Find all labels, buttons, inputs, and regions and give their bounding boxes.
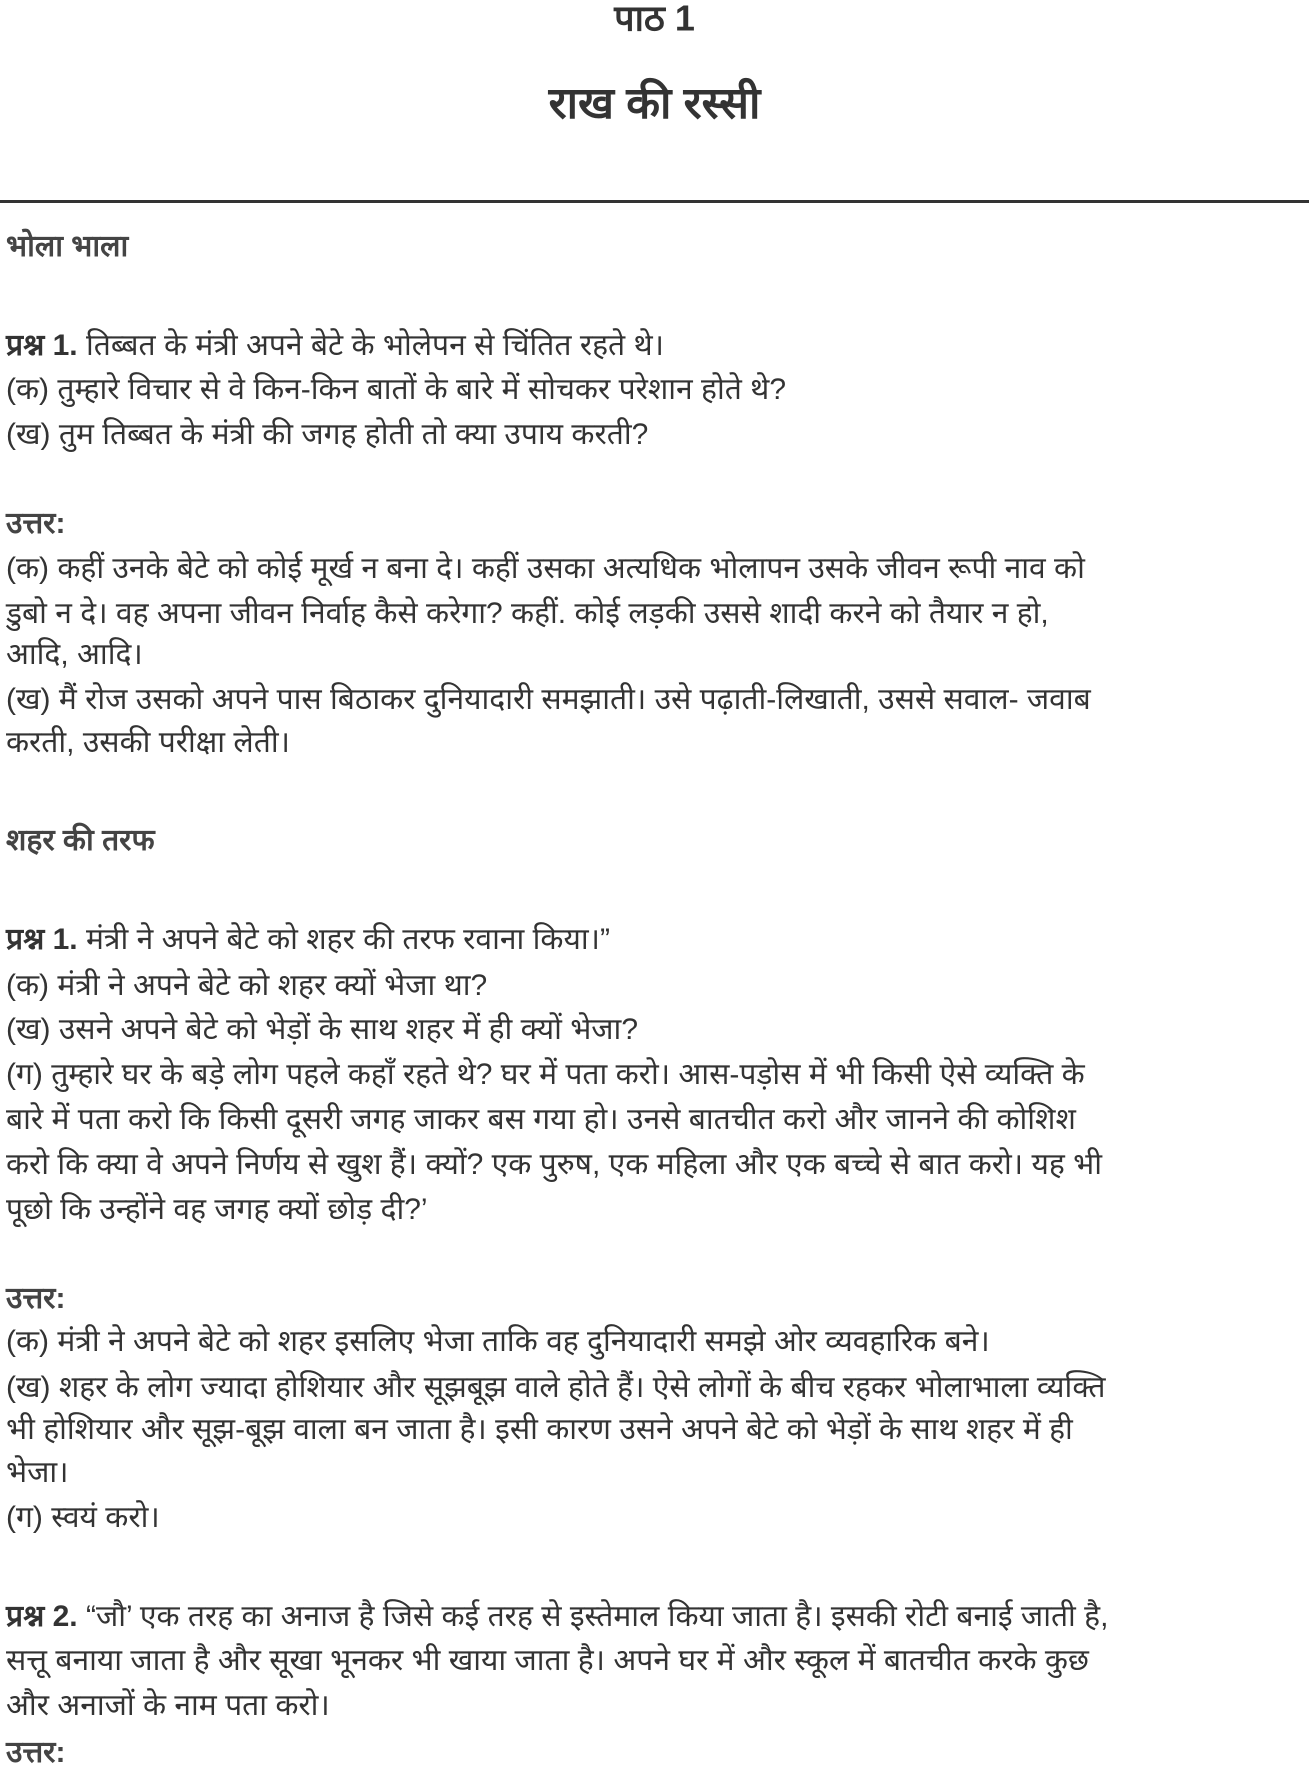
answer-label: उत्तर:	[6, 507, 66, 540]
question-label: प्रश्न 1.	[6, 329, 78, 362]
answer-line: (क) मंत्री ने अपने बेटे को शहर इसलिए भेजा ताकि वह दुनियादारी समझे ओर व्यवहारिक बने।	[6, 1325, 990, 1358]
question-line: (ख) उसने अपने बेटे को भेड़ों के साथ शहर में ही क्यों भेजा?	[6, 1013, 639, 1046]
answer-line: (क) कहीं उनके बेटे को कोई मूर्ख न बना दे। कहीं उसका अत्यधिक भोलापन उसके जीवन रूपी नाव को	[6, 552, 1085, 585]
question-line: और अनाजों के नाम पता करो।	[6, 1689, 330, 1722]
answer-line: (ख) शहर के लोग ज्यादा होशियार और सूझबूझ वाले होते हैं। ऐसे लोगों के बीच रहकर भोलाभाला व्यक्ति	[6, 1371, 1106, 1404]
question-text: तिब्बत के मंत्री अपने बेटे के भोलेपन से चिंतित रहते थे।	[77, 329, 664, 362]
question-label: प्रश्न 2.	[6, 1600, 78, 1633]
question-line: करो कि क्या वे अपने निर्णय से खुश हैं। क्यों? एक पुरुष, एक महिला और एक बच्चे से बात करो। यह भी	[6, 1148, 1103, 1181]
divider	[0, 200, 1309, 203]
question-line: (क) तुम्हारे विचार से वे किन-किन बातों के बारे में सोचकर परेशान होते थे?	[6, 373, 787, 406]
lesson-number: पाठ 1	[614, 0, 695, 39]
question-text: मंत्री ने अपने बेटे को शहर की तरफ रवाना किया।”	[77, 923, 610, 956]
question-line: (ग) तुम्हारे घर के बड़े लोग पहले कहाँ रहते थे? घर में पता करो। आस-पड़ोस में भी किसी ऐसे व्यक्ति के	[6, 1058, 1085, 1091]
answer-line: भी होशियार और सूझ-बूझ वाला बन जाता है। इसी कारण उसने अपने बेटे को भेड़ों के साथ शहर में ही	[6, 1413, 1073, 1446]
section-heading: भोला भाला	[6, 230, 129, 263]
question-text: “जौ’ एक तरह का अनाज है जिसे कई तरह से इस्तेमाल किया जाता है। इसकी रोटी बनाई जाती है,	[77, 1600, 1109, 1633]
answer-label: उत्तर:	[6, 1282, 66, 1315]
question-label: प्रश्न 1.	[6, 923, 78, 956]
answer-line: (ख) मैं रोज उसको अपने पास बिठाकर दुनियादारी समझाती। उसे पढ़ाती-लिखाती, उससे सवाल- जवाब	[6, 683, 1091, 716]
answer-line: आदि, आदि।	[6, 638, 143, 671]
lesson-title: राख की रस्सी	[548, 79, 761, 128]
answer-line: भेजा।	[6, 1456, 69, 1489]
question-line: पूछो कि उन्होंने वह जगह क्यों छोड़ दी?’	[6, 1193, 428, 1226]
question-line: सत्तू बनाया जाता है और सूखा भूनकर भी खाया जाता है। अपने घर में और स्कूल में बातचीत करके कुछ	[6, 1644, 1089, 1677]
question-line	[6, 920, 610, 960]
answer-label: उत्तर:	[6, 1736, 66, 1769]
question-line: (ख) तुम तिब्बत के मंत्री की जगह होती तो क्या उपाय करती?	[6, 418, 649, 451]
section-heading: शहर की तरफ	[6, 824, 155, 857]
question-line: (क) मंत्री ने अपने बेटे को शहर क्यों भेजा था?	[6, 969, 488, 1002]
question-line	[6, 326, 664, 366]
question-line: बारे में पता करो कि किसी दूसरी जगह जाकर बस गया हो। उनसे बातचीत करो और जानने की कोशिश	[6, 1103, 1076, 1136]
answer-line: (ग) स्वयं करो।	[6, 1501, 160, 1534]
answer-line: डुबो न दे। वह अपना जीवन निर्वाह कैसे करेगा? कहीं. कोई लड़की उससे शादी करने को तैयार न हो,	[6, 597, 1049, 630]
answer-line: करती, उसकी परीक्षा लेती।	[6, 726, 290, 759]
question-line	[6, 1597, 1108, 1637]
